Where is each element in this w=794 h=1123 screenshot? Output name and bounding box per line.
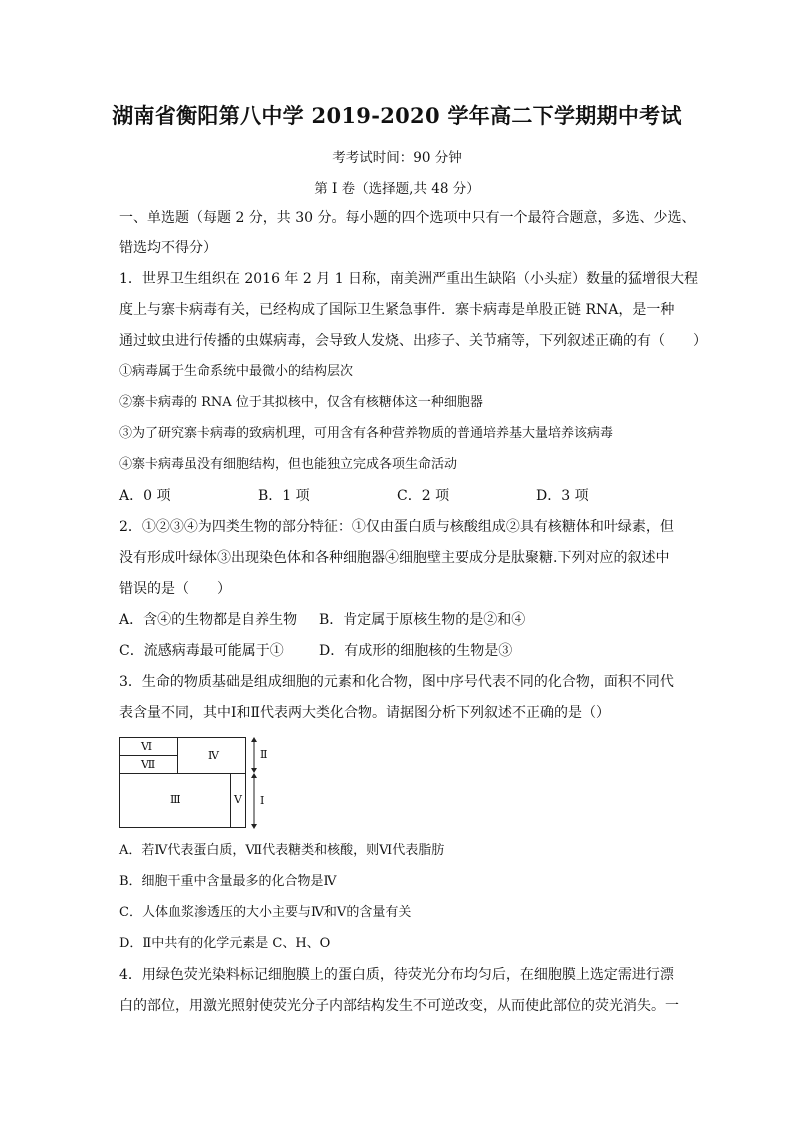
figure-label-vii: Ⅶ: [141, 758, 156, 771]
q1-item-2: ②寨卡病毒的 RNA 位于其拟核中，仅含有核糖体这一种细胞器: [119, 395, 483, 410]
q1-stem-3: 通过蚊虫进行传播的虫媒病毒，会导致人发烧、出疹子、关节痛等，下列叙述正确的有（ ）: [119, 333, 707, 349]
q1-stem-2: 度上与寨卡病毒有关，已经构成了国际卫生紧急事件．寨卡病毒是单股正链 RNA，是一种: [119, 302, 675, 318]
figure-box-v: [230, 773, 246, 828]
q1-option-c: C．2 项: [397, 488, 450, 504]
q3-option-b: B．细胞干重中含量最多的化合物是Ⅳ: [119, 874, 337, 889]
figure-label-iii: Ⅲ: [170, 793, 181, 806]
q1-item-1: ①病毒属于生命系统中最微小的结构层次: [119, 364, 354, 379]
instructions-line-2: 错选均不得分）: [119, 240, 217, 256]
page-title: 湖南省衡阳第八中学 2019-2020 学年高二下学期期中考试: [112, 103, 682, 128]
q3-option-c: C．人体血浆渗透压的大小主要与Ⅳ和Ⅴ的含量有关: [119, 905, 412, 920]
figure-box-vi: [119, 737, 178, 756]
q2-option-c: C．流感病毒最可能属于①: [119, 643, 284, 659]
figure-label-ii: Ⅱ: [260, 748, 268, 761]
q3-stem-2: 表含量不同，其中Ⅰ和Ⅱ代表两大类化合物。请据图分析下列叙述不正确的是（）: [119, 705, 611, 721]
figure-label-iv: Ⅳ: [208, 749, 219, 762]
q3-option-a: A．若Ⅳ代表蛋白质，Ⅶ代表糖类和核酸，则Ⅵ代表脂肪: [119, 843, 445, 858]
q1-stem-1: 1．世界卫生组织在 2016 年 2 月 1 日称，南美洲严重出生缺陷（小头症）数量的猛增很大程: [119, 271, 699, 287]
figure-box-vii: [119, 755, 178, 774]
figure-box-iv: [177, 737, 246, 774]
q2-option-b: B．肯定属于原核生物的是②和④: [319, 612, 526, 628]
instructions-line-1: 一、单选题（每题 2 分，共 30 分。每小题的四个选项中只有一个最符合题意，多选、少选、: [119, 210, 696, 226]
section-heading: 第 I 卷（选择题,共 48 分）: [314, 181, 480, 197]
q1-item-3: ③为了研究寨卡病毒的致病机理，可用含有各种营养物质的普通培养基大量培养该病毒: [119, 426, 614, 441]
q1-option-a: A．0 项: [119, 488, 171, 504]
q2-stem-3: 错误的是（ ）: [119, 581, 231, 597]
q2-stem-1: 2．①②③④为四类生物的部分特征：①仅由蛋白质与核酸组成②具有核糖体和叶绿素，但: [119, 519, 674, 535]
q4-stem-1: 4．用绿色荧光染料标记细胞膜上的蛋白质，待荧光分布均匀后，在细胞膜上选定需进行漂: [119, 967, 674, 983]
q2-option-a: A．含④的生物都是自养生物: [119, 612, 298, 628]
figure-label-i: Ⅰ: [260, 794, 265, 807]
q3-stem-1: 3．生命的物质基础是组成细胞的元素和化合物，图中序号代表不同的化合物，面积不同代: [119, 674, 674, 690]
q4-stem-2: 白的部位，用激光照射使荧光分子内部结构发生不可逆改变，从而使此部位的荧光消失。一: [119, 998, 679, 1014]
exam-time: 考考试时间：90 分钟: [332, 150, 462, 166]
figure-box-iii: [119, 773, 231, 828]
q1-option-d: D．3 项: [536, 488, 589, 504]
compound-area-figure: [119, 737, 279, 829]
figure-label-vi: Ⅵ: [141, 740, 153, 753]
q2-option-d: D．有成形的细胞核的生物是③: [319, 643, 513, 659]
q1-option-b: B．1 项: [258, 488, 310, 504]
q1-item-4: ④寨卡病毒虽没有细胞结构，但也能独立完成各项生命活动: [119, 457, 458, 472]
q2-stem-2: 没有形成叶绿体③出现染色体和各种细胞器④细胞壁主要成分是肽聚糖.下列对应的叙述中: [119, 550, 670, 566]
figure-label-v: Ⅴ: [234, 793, 242, 806]
q3-option-d: D．Ⅱ中共有的化学元素是 C、H、O: [119, 936, 331, 951]
